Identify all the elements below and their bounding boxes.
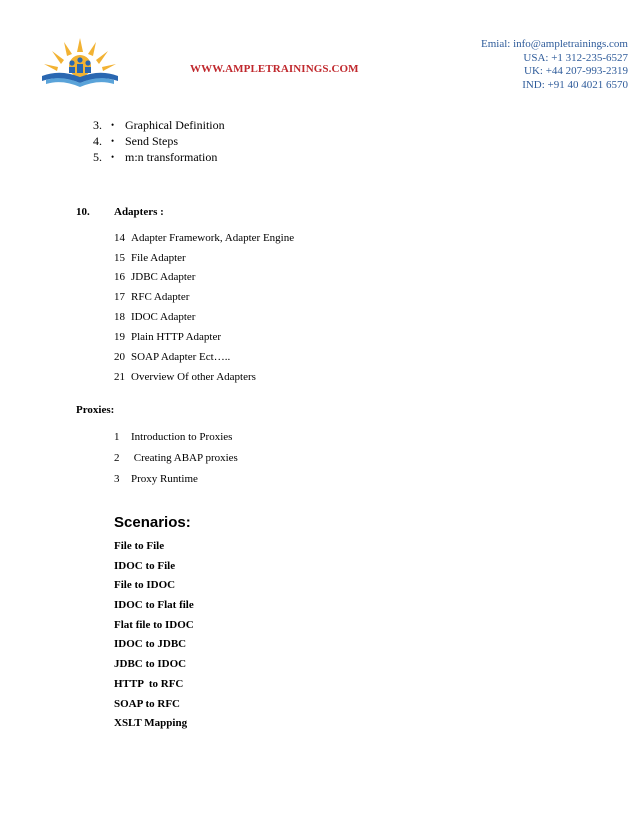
contact-usa-phone: USA: +1 312-235-6527 xyxy=(523,51,628,64)
list-item xyxy=(114,473,198,485)
list-item xyxy=(114,371,256,383)
scenario-item: IDOC to File xyxy=(114,560,176,572)
scenario-item: XSLT Mapping xyxy=(114,717,188,729)
list-item xyxy=(114,291,189,303)
list-text: Creating ABAP proxies xyxy=(131,452,238,464)
scenario-item: Flat file to IDOC xyxy=(114,619,194,631)
bullet-icon: • xyxy=(111,152,115,162)
website-link[interactable]: WWW.AMPLETRAININGS.COM xyxy=(190,63,359,75)
list-item xyxy=(114,271,195,283)
scenario-item: File to IDOC xyxy=(114,579,176,591)
list-item xyxy=(114,452,238,464)
bullet-icon: • xyxy=(111,120,115,130)
list-text: Adapter Framework, Adapter Engine xyxy=(131,232,295,244)
list-text: IDOC Adapter xyxy=(131,311,196,323)
section-heading-scenarios: Scenarios: xyxy=(114,514,191,531)
contact-email: Emial: info@ampletrainings.com xyxy=(481,38,628,50)
list-number: 3. xyxy=(93,118,102,132)
list-number: 4. xyxy=(93,134,102,148)
section-heading-adapters: Adapters : xyxy=(114,206,164,218)
scenario-item: HTTP to RFC xyxy=(114,678,184,690)
list-item xyxy=(114,232,294,244)
scenario-item: File to File xyxy=(114,540,165,552)
section-heading-proxies: Proxies: xyxy=(76,404,115,416)
list-text: JDBC Adapter xyxy=(131,271,196,283)
list-number: 18 xyxy=(114,311,125,323)
list-text: Introduction to Proxies xyxy=(131,431,233,443)
list-item xyxy=(114,331,221,343)
list-item xyxy=(114,311,195,323)
list-item xyxy=(93,150,217,165)
list-number: 14 xyxy=(114,232,125,244)
list-text: File Adapter xyxy=(131,252,186,264)
list-number: 3 xyxy=(114,473,120,485)
company-logo xyxy=(36,36,124,88)
list-number: 21 xyxy=(114,371,125,383)
contact-uk-phone: UK: +44 207-993-2319 xyxy=(524,65,628,78)
list-number: 2 xyxy=(114,452,120,464)
list-number: 1 xyxy=(114,431,120,443)
contact-info xyxy=(481,38,628,92)
section-number: 10. xyxy=(76,206,90,218)
list-number: 17 xyxy=(114,291,125,303)
bullet-icon: • xyxy=(111,136,115,146)
list-item xyxy=(114,431,232,443)
list-text: Send Steps xyxy=(125,134,179,148)
scenario-item: IDOC to Flat file xyxy=(114,599,194,611)
scenario-item: JDBC to IDOC xyxy=(114,658,187,670)
list-text: Graphical Definition xyxy=(125,118,225,132)
list-text: SOAP Adapter Ect….. xyxy=(131,351,231,363)
list-text: m:n transformation xyxy=(125,150,218,164)
scenario-item: SOAP to RFC xyxy=(114,698,180,710)
list-text: Proxy Runtime xyxy=(131,473,198,485)
list-text: RFC Adapter xyxy=(131,291,190,303)
list-number: 15 xyxy=(114,252,125,264)
list-number: 16 xyxy=(114,271,125,283)
list-text: Overview Of other Adapters xyxy=(131,371,256,383)
list-text: Plain HTTP Adapter xyxy=(131,331,222,343)
list-item xyxy=(114,252,186,264)
list-number: 5. xyxy=(93,150,102,164)
list-item xyxy=(93,118,225,133)
scenario-item: IDOC to JDBC xyxy=(114,638,187,650)
list-number: 20 xyxy=(114,351,125,363)
list-number: 19 xyxy=(114,331,125,343)
contact-ind-phone: IND: +91 40 4021 6570 xyxy=(522,78,628,91)
list-item xyxy=(114,351,230,363)
list-item xyxy=(93,134,178,149)
